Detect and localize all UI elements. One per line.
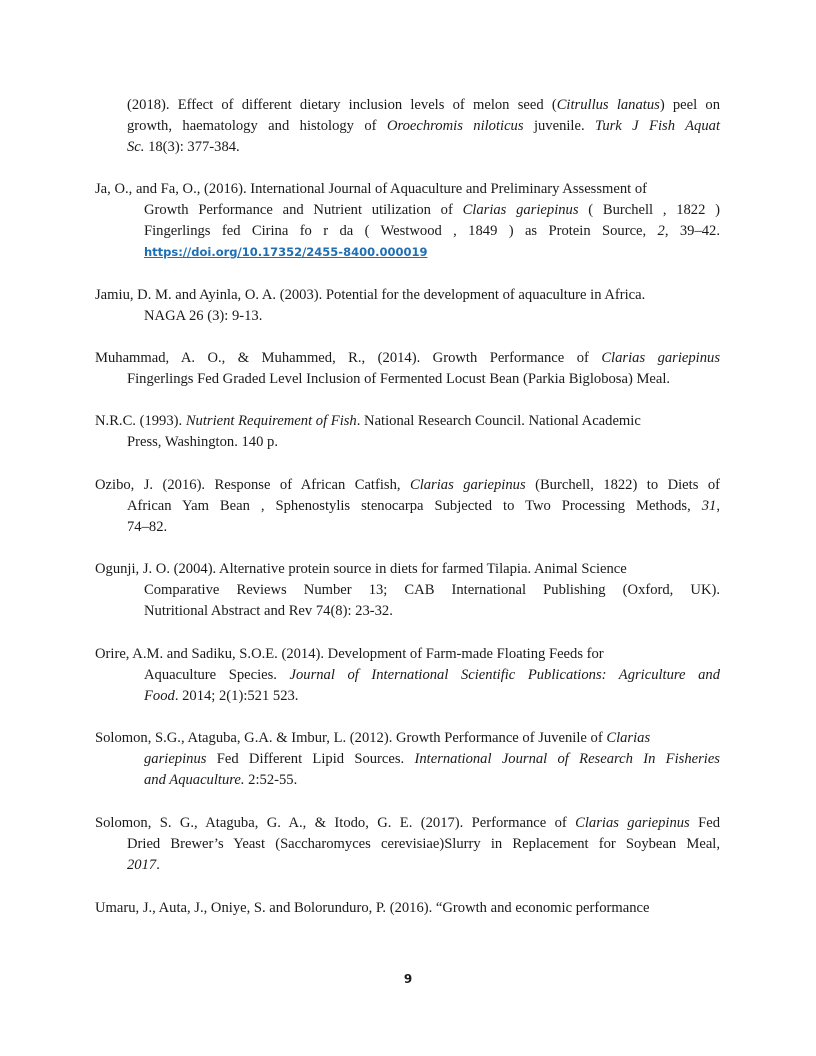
text-run: Dried Brewer’s Yeast (Saccharomyces cerevisiae)Slurry in Replacement for Soybean Meal, bbox=[127, 836, 720, 852]
text-run: NAGA 26 (3): 9-13. bbox=[144, 308, 263, 324]
text-run: Nutritional Abstract and Rev 74(8): 23-32. bbox=[144, 603, 393, 619]
reference-entry bbox=[95, 559, 720, 622]
text-run: , bbox=[716, 498, 720, 514]
text-run: Comparative Reviews Number 13; CAB International Publishing (Oxford, UK). bbox=[144, 582, 720, 598]
reference-entry bbox=[95, 728, 720, 791]
italic-text: Sc. bbox=[127, 139, 145, 155]
reference-entry bbox=[95, 348, 720, 390]
italic-text: 2017 bbox=[127, 857, 157, 873]
text-run: Press, Washington. 140 p. bbox=[127, 434, 278, 450]
text-run: Muhammad, A. O., & Muhammed, R., (2014). Growth Performance of bbox=[95, 350, 602, 366]
text-run: Umaru, J., Auta, J., Oniye, S. and Bolorunduro, P. (2016). “Growth and economic performance bbox=[95, 900, 650, 916]
reference-line bbox=[95, 665, 720, 686]
text-run: Ogunji, J. O. (2004). Alternative protein source in diets for farmed Tilapia. Animal Science bbox=[95, 561, 627, 577]
reference-line bbox=[95, 496, 720, 517]
reference-entry bbox=[95, 898, 720, 919]
reference-line bbox=[95, 855, 720, 876]
reference-line bbox=[95, 221, 720, 242]
reference-line bbox=[95, 601, 720, 622]
italic-text: Clarias gariepinus bbox=[409, 477, 526, 493]
text-run: juvenile. bbox=[523, 118, 596, 134]
text-run: 2:52-55. bbox=[244, 772, 298, 788]
italic-text: Clarias gariepinus bbox=[462, 202, 579, 218]
reference-entry bbox=[95, 411, 720, 453]
reference-entry bbox=[95, 644, 720, 707]
text-run: ( Burchell , 1822 ) bbox=[578, 202, 720, 218]
reference-line bbox=[95, 644, 720, 665]
text-run: Solomon, S. G., Ataguba, G. A., & Itodo, G. E. (2017). Performance of bbox=[95, 815, 576, 831]
text-run: . National Research Council. National Academic bbox=[356, 413, 641, 429]
reference-line bbox=[95, 580, 720, 601]
reference-line bbox=[95, 517, 720, 538]
text-run: Ja, O., and Fa, O., (2016). International Journal of Aquaculture and Preliminary Assessment of bbox=[95, 181, 648, 197]
reference-line bbox=[95, 813, 720, 834]
italic-text: 2 bbox=[657, 223, 665, 239]
italic-text: Food bbox=[144, 688, 175, 704]
reference-line bbox=[95, 834, 720, 855]
text-run: Fed bbox=[689, 815, 720, 831]
page-number: 9 bbox=[403, 972, 413, 986]
reference-line bbox=[95, 179, 720, 200]
reference-entry bbox=[95, 179, 720, 263]
text-run: . bbox=[156, 857, 160, 873]
reference-line bbox=[95, 559, 720, 580]
text-run: (2018). Effect of different dietary inclusion levels of melon seed ( bbox=[127, 97, 557, 113]
italic-text: Clarias bbox=[606, 730, 651, 746]
reference-line bbox=[95, 475, 720, 496]
italic-text: Citrullus lanatus bbox=[556, 97, 660, 113]
reference-line bbox=[95, 348, 720, 369]
reference-line bbox=[95, 411, 720, 432]
italic-text: Nutrient Requirement of Fish bbox=[185, 413, 357, 429]
italic-text: gariepinus bbox=[144, 751, 207, 767]
italic-text: and Aquaculture. bbox=[144, 772, 245, 788]
text-run: Aquaculture Species. bbox=[144, 667, 290, 683]
text-run: Fingerlings Fed Graded Level Inclusion of Fermented Locust Bean (Parkia Biglobosa) Meal. bbox=[127, 371, 671, 387]
italic-text: Clarias gariepinus bbox=[575, 815, 690, 831]
reference-line bbox=[95, 137, 720, 158]
text-run: African Yam Bean , Sphenostylis stenocarpa Subjected to Two Processing Methods, bbox=[127, 498, 702, 514]
text-run: 74–82. bbox=[127, 519, 168, 535]
italic-text: Clarias gariepinus bbox=[601, 350, 721, 366]
italic-text: Journal of International Scientific Publications: Agriculture and bbox=[289, 667, 720, 683]
reference-line bbox=[95, 306, 720, 327]
reference-line bbox=[95, 369, 720, 390]
text-run: Growth Performance and Nutrient utilization of bbox=[144, 202, 463, 218]
text-run: Fingerlings fed Cirina fo r da ( Westwood , 1849 ) as Protein Source, bbox=[144, 223, 658, 239]
reference-line bbox=[95, 200, 720, 221]
italic-text: International Journal of Research In Fisheries bbox=[414, 751, 720, 767]
text-run: growth, haematology and histology of bbox=[127, 118, 387, 134]
reference-line bbox=[95, 749, 720, 770]
italic-text: Oroechromis niloticus bbox=[386, 118, 524, 134]
text-run: Orire, A.M. and Sadiku, S.O.E. (2014). Development of Farm-made Floating Feeds for bbox=[95, 646, 604, 662]
text-run: 18(3): 377-384. bbox=[144, 139, 240, 155]
reference-line bbox=[95, 728, 720, 749]
text-run: Jamiu, D. M. and Ayinla, O. A. (2003). Potential for the development of aquaculture in Africa. bbox=[95, 287, 646, 303]
text-run: Fed Different Lipid Sources. bbox=[206, 751, 415, 767]
reference-line bbox=[95, 770, 720, 791]
doi-link[interactable]: https://doi.org/10.17352/2455-8400.000019 bbox=[144, 245, 428, 259]
text-run: ) peel on bbox=[659, 97, 721, 113]
reference-line bbox=[95, 898, 720, 919]
text-run: Solomon, S.G., Ataguba, G.A. & Imbur, L. (2012). Growth Performance of Juvenile of bbox=[95, 730, 607, 746]
reference-line bbox=[95, 242, 720, 263]
reference-line bbox=[95, 686, 720, 707]
reference-entry bbox=[95, 475, 720, 538]
italic-text: 31 bbox=[701, 498, 717, 514]
text-run: Ozibo, J. (2016). Response of African Catfish, bbox=[95, 477, 410, 493]
reference-line bbox=[95, 432, 720, 453]
reference-line bbox=[95, 95, 720, 116]
text-run: N.R.C. (1993). bbox=[95, 413, 186, 429]
text-run: , 39–42. bbox=[664, 223, 720, 239]
text-run: (Burchell, 1822) to Diets of bbox=[525, 477, 720, 493]
reference-entry bbox=[95, 813, 720, 876]
reference-entry bbox=[95, 285, 720, 327]
text-run: . 2014; 2(1):521 523. bbox=[174, 688, 299, 704]
reference-line bbox=[95, 116, 720, 137]
reference-entry bbox=[95, 95, 720, 158]
reference-line bbox=[95, 285, 720, 306]
italic-text: Turk J Fish Aquat bbox=[595, 118, 720, 134]
